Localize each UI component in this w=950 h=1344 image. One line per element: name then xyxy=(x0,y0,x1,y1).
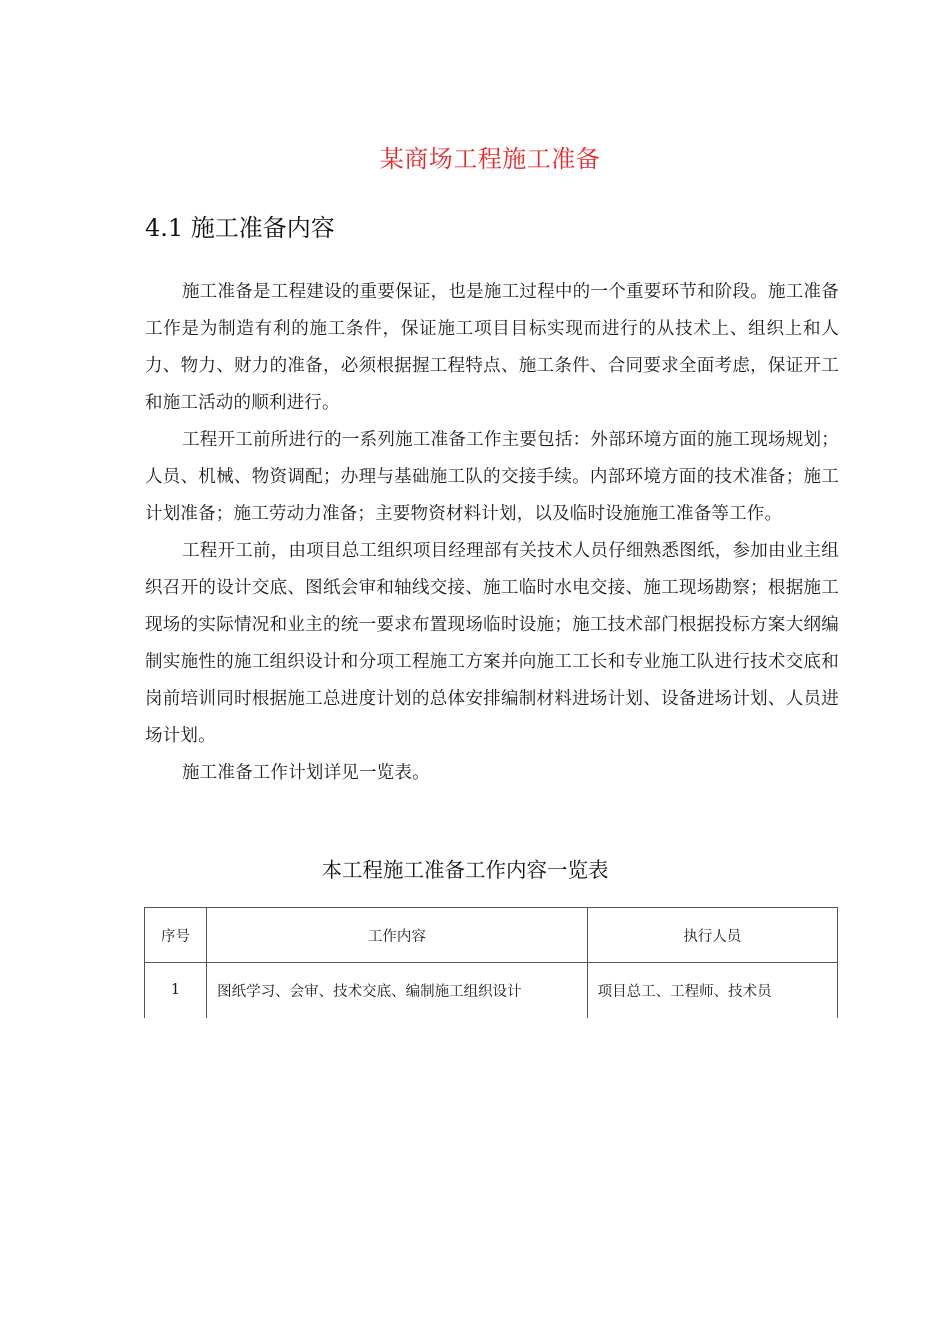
header-no: 序号 xyxy=(145,908,207,963)
paragraph: 施工准备工作计划详见一览表。 xyxy=(182,763,430,783)
table-title: 本工程施工准备工作内容一览表 xyxy=(321,858,609,882)
paragraph: 工程开工前，由项目总工组织项目经理部有关技术人员仔细熟悉图纸，参加由业主组织召开的设计交底、图纸会审和轴线交接、施工临时水电交接、施工现场勘察；根据施工现场的实际情况和业主的统一要求布置现场临时设施；施工技术部门根据投标方案大纲编制实施性的施工组织设计和分项工程施工方案并向施工工长和专业施工队进行技术交底和岗前培训同时根据施工总进度计划的总体安排编制材料进场计划、设备进场计划、人员进场计划。 xyxy=(145,541,839,746)
paragraph: 工程开工前所进行的一系列施工准备工作主要包括：外部环境方面的施工现场规划；人员、机械、物资调配；办理与基础施工队的交接手续。内部环境方面的技术准备；施工计划准备；施工劳动力准备；主要物资材料计划，以及临时设施施工准备等工作。 xyxy=(145,430,839,524)
table-row xyxy=(145,963,838,1018)
row-person: 项目总工、工程师、技术员 xyxy=(587,963,837,1018)
row-content: 图纸学习、会审、技术交底、编制施工组织设计 xyxy=(207,963,588,1018)
section-heading: 4.1 施工准备内容 xyxy=(145,214,335,242)
table-header-row xyxy=(145,908,838,963)
document-title: 某商场工程施工准备 xyxy=(379,145,601,173)
header-content: 工作内容 xyxy=(207,908,588,963)
paragraph: 施工准备是工程建设的重要保证，也是施工过程中的一个重要环节和阶段。施工准备工作是为制造有利的施工条件，保证施工项目目标实现而进行的从技术上、组织上和人力、物力、财力的准备，必须根据握工程特点、施工条件、合同要求全面考虑，保证开工和施工活动的顺利进行。 xyxy=(145,282,839,413)
header-person: 执行人员 xyxy=(587,908,837,963)
row-no: 1 xyxy=(145,963,207,1018)
preparation-table xyxy=(144,907,838,1018)
body-text xyxy=(145,274,839,792)
